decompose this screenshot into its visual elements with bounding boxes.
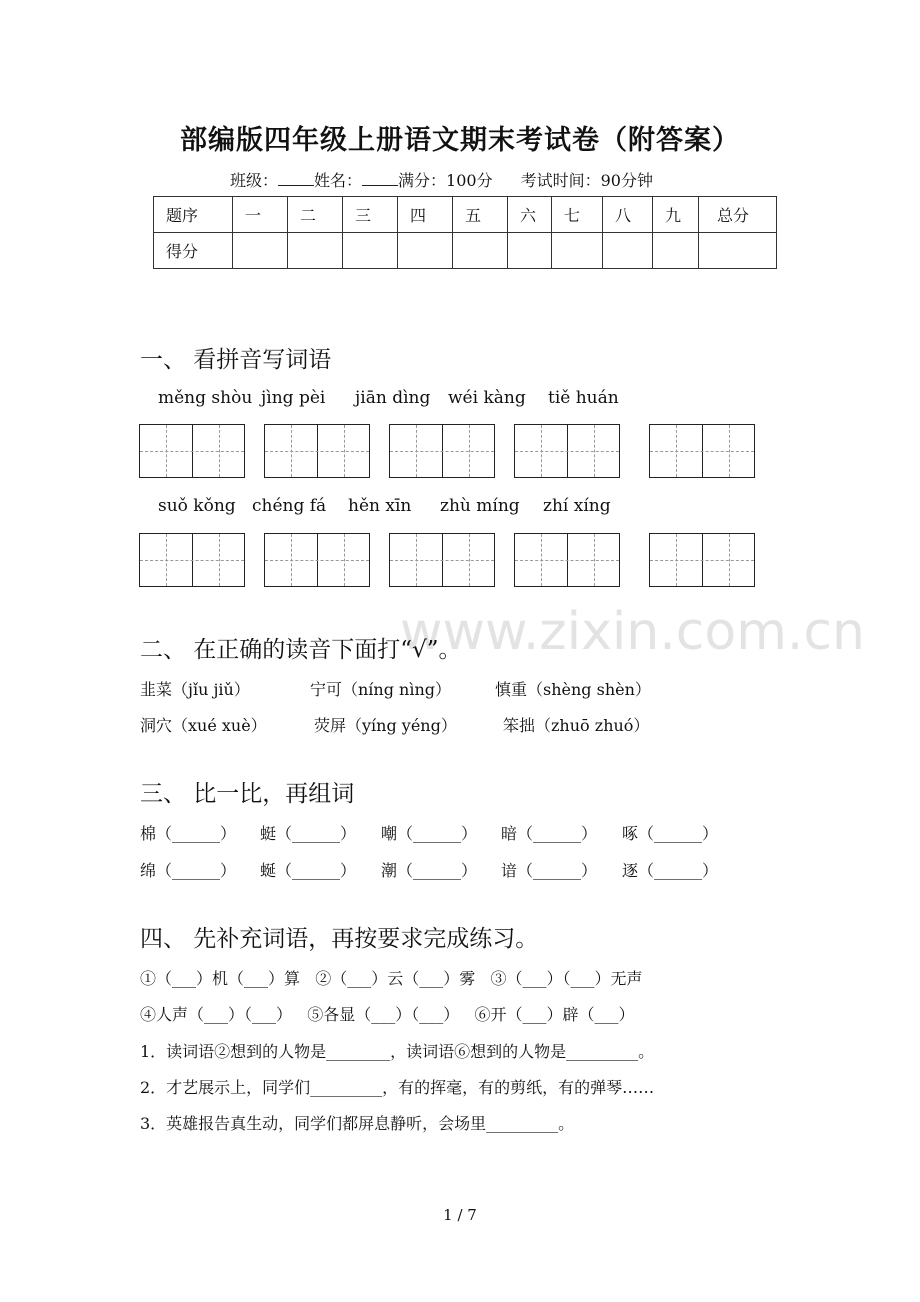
score-cell[interactable] — [453, 233, 508, 269]
writing-grid[interactable] — [139, 533, 245, 587]
pinyin-label: zhù míng — [440, 496, 520, 516]
reading-choice[interactable]: 荧屏（yíng yéng） — [314, 716, 457, 735]
writing-grid[interactable] — [139, 424, 245, 478]
question-3[interactable]: 3．英雄报告真生动，同学们都屏息静听，会场里_________。 — [140, 1114, 575, 1133]
reading-choice[interactable]: 慎重（shèng shèn） — [495, 680, 651, 699]
writing-grid[interactable] — [649, 424, 755, 478]
reading-choice[interactable]: 笨拙（zhuō zhuó） — [503, 716, 650, 735]
pinyin-label: tiě huán — [548, 388, 619, 408]
writing-grid[interactable] — [649, 533, 755, 587]
writing-grid[interactable] — [389, 533, 495, 587]
writing-grid[interactable] — [514, 533, 620, 587]
score-cell[interactable] — [552, 233, 603, 269]
score-cell[interactable] — [288, 233, 343, 269]
page-title: 部编版四年级上册语文期末考试卷（附答案） — [180, 125, 740, 156]
page-number: 1 / 7 — [443, 1206, 477, 1224]
idiom-fill-line[interactable]: ④人声（___）（___） ⑤各显（___）（___） ⑥开（___）辟（___） — [140, 1005, 635, 1024]
class-blank[interactable] — [278, 171, 314, 186]
full-score: 满分：100分 — [398, 171, 493, 190]
score-cell[interactable] — [398, 233, 453, 269]
section-1-heading: 一、 看拼音写词语 — [140, 347, 332, 373]
exam-info-line — [230, 168, 653, 191]
compare-word-item[interactable]: 蜒（______） — [260, 861, 357, 880]
score-header-cell: 题序 — [154, 197, 233, 233]
exam-time: 考试时间：90分钟 — [520, 171, 653, 190]
pinyin-label: suǒ kǒng — [158, 496, 236, 516]
section-3-heading: 三、 比一比，再组词 — [140, 781, 355, 807]
pinyin-label: jìng pèi — [261, 388, 326, 408]
score-cell[interactable] — [603, 233, 653, 269]
compare-word-item[interactable]: 绵（______） — [140, 861, 237, 880]
score-header-cell: 五 — [453, 197, 508, 233]
idiom-fill-line[interactable]: ①（___）机（___）算 ②（___）云（___）雾 ③（___）（___）无声 — [140, 969, 643, 988]
score-row-label: 得分 — [154, 233, 233, 269]
score-header-cell: 六 — [508, 197, 552, 233]
compare-word-item[interactable]: 暗（______） — [501, 824, 598, 843]
watermark: www.zixin.com.cn — [400, 602, 865, 662]
score-cell[interactable] — [653, 233, 699, 269]
reading-choice[interactable]: 洞穴（xué xuè） — [140, 716, 267, 735]
pinyin-label: hěn xīn — [348, 496, 412, 516]
writing-grid[interactable] — [389, 424, 495, 478]
score-header-cell: 二 — [288, 197, 343, 233]
compare-word-item[interactable]: 啄（______） — [622, 824, 719, 843]
score-cell[interactable] — [508, 233, 552, 269]
score-header-cell: 总分 — [699, 197, 777, 233]
pinyin-label: zhí xíng — [543, 496, 611, 516]
pinyin-label: wéi kàng — [448, 388, 526, 408]
compare-word-item[interactable]: 谙（______） — [501, 861, 598, 880]
pinyin-label: chéng fá — [252, 496, 327, 516]
score-cell[interactable] — [699, 233, 777, 269]
score-cell[interactable] — [343, 233, 398, 269]
writing-grid[interactable] — [264, 424, 370, 478]
question-2[interactable]: 2．才艺展示上，同学们_________，有的挥毫，有的剪纸，有的弹琴…… — [140, 1078, 655, 1097]
compare-word-item[interactable]: 潮（______） — [381, 861, 478, 880]
class-label: 班级： — [230, 171, 279, 190]
compare-word-item[interactable]: 嘲（______） — [381, 824, 478, 843]
score-header-cell: 八 — [603, 197, 653, 233]
writing-grid[interactable] — [264, 533, 370, 587]
question-1[interactable]: 1．读词语②想到的人物是________，读词语⑥想到的人物是_________。 — [140, 1042, 655, 1061]
score-header-cell: 七 — [552, 197, 603, 233]
compare-word-item[interactable]: 逐（______） — [622, 861, 719, 880]
score-table-score-row — [154, 233, 777, 269]
writing-grid[interactable] — [514, 424, 620, 478]
score-header-cell: 九 — [653, 197, 699, 233]
pinyin-label: měng shòu — [158, 388, 253, 408]
section-2-heading: 二、 在正确的读音下面打“√”。 — [140, 637, 462, 663]
score-cell[interactable] — [233, 233, 288, 269]
score-table — [153, 196, 777, 269]
score-header-cell: 一 — [233, 197, 288, 233]
reading-choice[interactable]: 宁可（níng nìng） — [310, 680, 452, 699]
score-header-cell: 三 — [343, 197, 398, 233]
section-4-heading: 四、 先补充词语，再按要求完成练习。 — [140, 926, 539, 952]
score-table-header-row — [154, 197, 777, 233]
name-label: 姓名： — [314, 171, 363, 190]
compare-word-item[interactable]: 棉（______） — [140, 824, 237, 843]
name-blank[interactable] — [362, 171, 398, 186]
score-header-cell: 四 — [398, 197, 453, 233]
reading-choice[interactable]: 韭菜（jǐu jiǔ） — [140, 680, 250, 699]
pinyin-label: jiān dìng — [355, 388, 431, 408]
compare-word-item[interactable]: 蜓（______） — [260, 824, 357, 843]
